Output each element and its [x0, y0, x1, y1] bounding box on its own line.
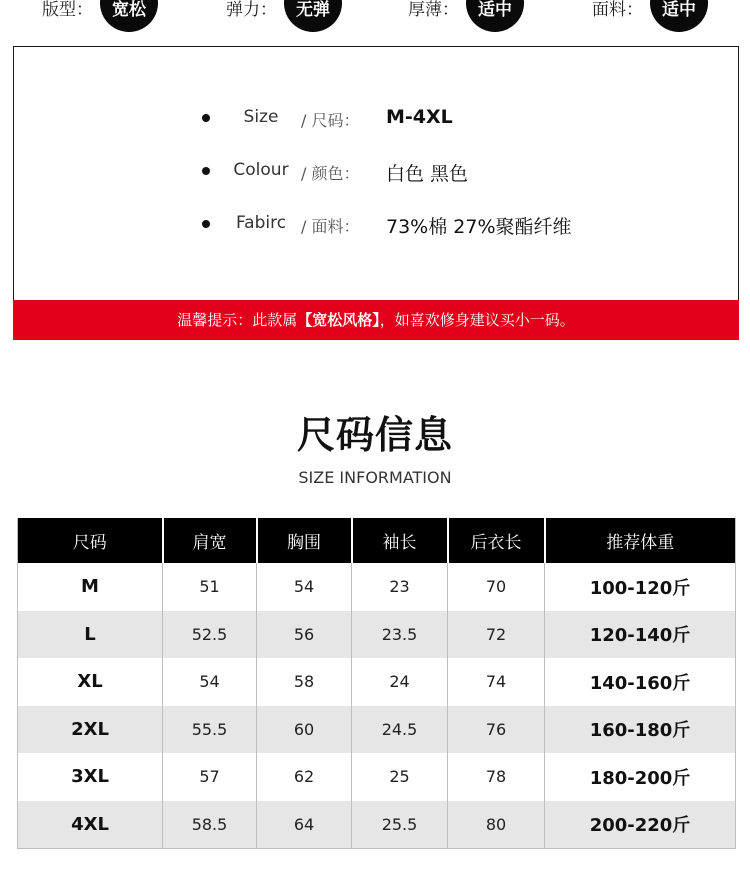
- attribute-badge: [650, 0, 708, 32]
- table-header-cell: 袖长: [352, 518, 448, 563]
- table-header-cell: 胸围: [257, 518, 352, 563]
- table-row: [18, 563, 736, 611]
- table-cell: 72: [448, 611, 545, 659]
- table-cell: 58.5: [163, 801, 257, 849]
- spec-label-en: Size: [243, 107, 279, 127]
- table-cell: 140-160斤: [545, 658, 736, 706]
- notice-banner: [13, 300, 739, 340]
- spec-row-colour: [14, 158, 738, 184]
- table-header-cell: 尺码: [18, 518, 163, 563]
- table-cell: 80: [448, 801, 545, 849]
- attribute-badge: [466, 0, 524, 32]
- spec-label-cn: / 面料：: [301, 217, 360, 236]
- table-cell: 78: [448, 753, 545, 801]
- attribute-label: 版型：: [42, 0, 93, 20]
- size-table: [17, 518, 736, 849]
- table-cell: 76: [448, 706, 545, 754]
- table-row: [18, 801, 736, 849]
- table-cell: 54: [163, 658, 257, 706]
- bullet-icon: [202, 220, 210, 228]
- attribute-label: 厚薄：: [408, 0, 459, 20]
- attribute-value: 适中: [478, 0, 512, 20]
- table-cell: 100-120斤: [545, 563, 736, 611]
- spec-value: 73%棉 27%聚酯纤维: [386, 216, 572, 238]
- table-header-cell: 推荐体重: [545, 518, 736, 563]
- table-cell: 25: [352, 753, 448, 801]
- table-cell: 51: [163, 563, 257, 611]
- table-cell: 62: [257, 753, 352, 801]
- table-row: [18, 706, 736, 754]
- notice-suffix: ，如喜欢修身建议买小一码。: [379, 311, 575, 329]
- attribute-label: 弹力：: [226, 0, 277, 20]
- table-cell: 56: [257, 611, 352, 659]
- table-cell: 4XL: [18, 801, 163, 849]
- table-cell: 160-180斤: [545, 706, 736, 754]
- section-title: 尺码信息: [296, 413, 453, 457]
- spec-row-size: [14, 105, 738, 131]
- notice-prefix: 温馨提示：此款属: [177, 311, 298, 329]
- table-header-row: [18, 518, 736, 563]
- table-cell: 180-200斤: [545, 753, 736, 801]
- table-cell: 23.5: [352, 611, 448, 659]
- spec-value: 白色 黑色: [386, 163, 469, 185]
- table-cell: 60: [257, 706, 352, 754]
- bullet-icon: [202, 167, 210, 175]
- attribute-value: 无弹: [296, 0, 330, 20]
- table-cell: XL: [18, 658, 163, 706]
- table-row: [18, 611, 736, 659]
- spec-box: [13, 46, 739, 340]
- table-cell: 57: [163, 753, 257, 801]
- attribute-badge: [100, 0, 158, 32]
- table-cell: L: [18, 611, 163, 659]
- attribute-value: 适中: [662, 0, 696, 20]
- table-cell: 2XL: [18, 706, 163, 754]
- table-cell: 58: [257, 658, 352, 706]
- table-cell: 70: [448, 563, 545, 611]
- table-cell: M: [18, 563, 163, 611]
- notice-highlight: 【宽松风格】: [297, 311, 380, 329]
- attribute-strip: [0, 0, 750, 46]
- attribute-value: 宽松: [112, 0, 146, 20]
- spec-label-en: Fabirc: [235, 213, 287, 233]
- table-header-cell: 后衣长: [448, 518, 545, 563]
- spec-label-en: Colour: [233, 160, 289, 180]
- table-cell: 23: [352, 563, 448, 611]
- spec-label-cn: / 尺码：: [301, 111, 360, 130]
- spec-value: M-4XL: [386, 106, 453, 128]
- table-cell: 64: [257, 801, 352, 849]
- table-cell: 3XL: [18, 753, 163, 801]
- spec-label-cn: / 颜色：: [301, 164, 360, 183]
- table-cell: 24: [352, 658, 448, 706]
- table-cell: 200-220斤: [545, 801, 736, 849]
- table-row: [18, 753, 736, 801]
- spec-row-fabric: [14, 211, 738, 237]
- table-cell: 120-140斤: [545, 611, 736, 659]
- table-cell: 52.5: [163, 611, 257, 659]
- table-cell: 24.5: [352, 706, 448, 754]
- section-subtitle: SIZE INFORMATION: [298, 468, 452, 487]
- table-row: [18, 658, 736, 706]
- table-header-cell: 肩宽: [163, 518, 257, 563]
- table-cell: 55.5: [163, 706, 257, 754]
- table-cell: 54: [257, 563, 352, 611]
- table-cell: 74: [448, 658, 545, 706]
- bullet-icon: [202, 114, 210, 122]
- attribute-label: 面料：: [592, 0, 643, 20]
- table-cell: 25.5: [352, 801, 448, 849]
- attribute-badge: [284, 0, 342, 32]
